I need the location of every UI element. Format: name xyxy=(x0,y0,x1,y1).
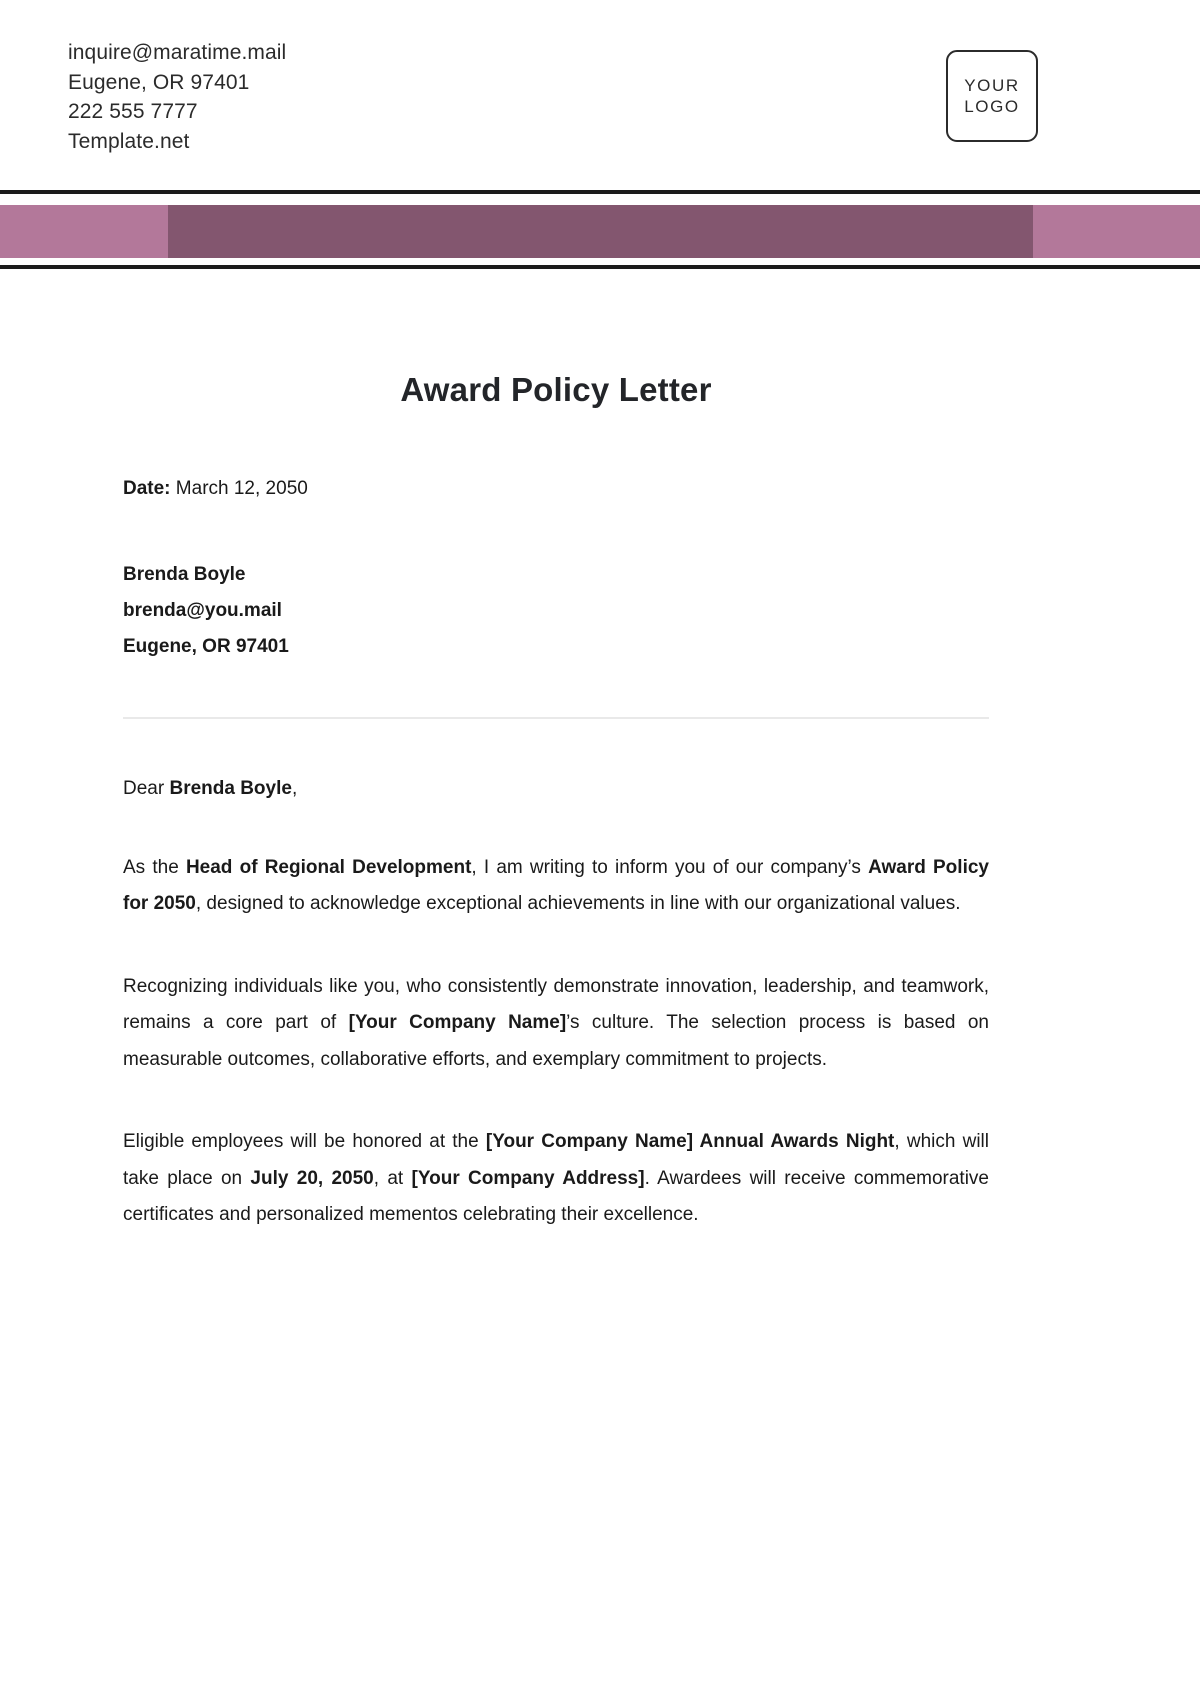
date-line xyxy=(123,474,989,504)
body-paragraph-3 xyxy=(123,1124,989,1234)
date-value: March 12, 2050 xyxy=(175,477,308,499)
band-segment-right xyxy=(1033,205,1200,258)
band-segment-left xyxy=(0,205,168,258)
letter-content xyxy=(123,300,989,1253)
decorative-color-band xyxy=(0,205,1200,258)
salutation-recipient-name: Brenda Boyle xyxy=(169,777,292,799)
recipient-location: Eugene, OR 97401 xyxy=(123,635,289,657)
logo-text-line-1: YOUR xyxy=(964,76,1020,95)
salutation-line xyxy=(123,774,989,804)
recipient-block xyxy=(123,557,989,665)
emphasized-text: Award Policy for 2050 xyxy=(123,856,989,915)
header-rule-top xyxy=(0,190,1200,194)
body-text: , designed to acknowledge exceptional achievements in line with our organizational values. xyxy=(195,893,961,915)
recipient-email: brenda@you.mail xyxy=(123,599,282,621)
emphasized-text: [Your Company Name] xyxy=(348,1012,567,1034)
sender-contact-block xyxy=(68,38,286,156)
band-segment-middle xyxy=(168,205,1033,258)
header-rule-bottom xyxy=(0,265,1200,269)
salutation-punctuation: , xyxy=(291,777,298,799)
sender-email: inquire@maratime.mail xyxy=(68,41,287,64)
sender-city-state: Eugene, OR 97401 xyxy=(68,70,250,94)
logo-text-line-2: LOGO xyxy=(964,97,1020,116)
sender-website: Template.net xyxy=(68,129,190,153)
body-paragraph-2 xyxy=(123,969,989,1079)
emphasized-text: Head of Regional Development xyxy=(185,856,472,878)
emphasized-text: July 20, 2050 xyxy=(250,1167,374,1189)
body-text: , at xyxy=(373,1167,412,1189)
section-divider xyxy=(123,717,989,719)
body-text: As the xyxy=(123,856,186,878)
body-text: , which will take place on xyxy=(123,1131,989,1189)
body-paragraph-1 xyxy=(123,850,989,923)
recipient-name: Brenda Boyle xyxy=(123,563,246,585)
body-text: Recognizing individuals like you, who consistently demonstrate innovation, leadership, and teamwork, remains a core part of xyxy=(123,975,989,1034)
logo-placeholder-box xyxy=(946,50,1038,142)
body-text: . Awardees will receive commemorative certificates and personalized mementos celebrating their excellence. xyxy=(123,1167,989,1226)
body-text: ’s culture. The selection process is based on measurable outcomes, collaborative efforts, and exemplary commitment to projects. xyxy=(123,1012,989,1070)
sender-phone: 222 555 7777 xyxy=(68,100,198,123)
emphasized-text: [Your Company Address] xyxy=(411,1167,645,1189)
body-text: , I am writing to inform you of our company’s xyxy=(471,856,869,878)
page-header xyxy=(0,0,1200,192)
body-text: Eligible employees will be honored at the xyxy=(123,1131,486,1153)
date-label: Date: xyxy=(123,477,171,499)
page-title: Award Policy Letter xyxy=(400,371,712,408)
emphasized-text: [Your Company Name] Annual Awards Night xyxy=(485,1131,895,1153)
salutation-greeting: Dear xyxy=(123,777,170,799)
